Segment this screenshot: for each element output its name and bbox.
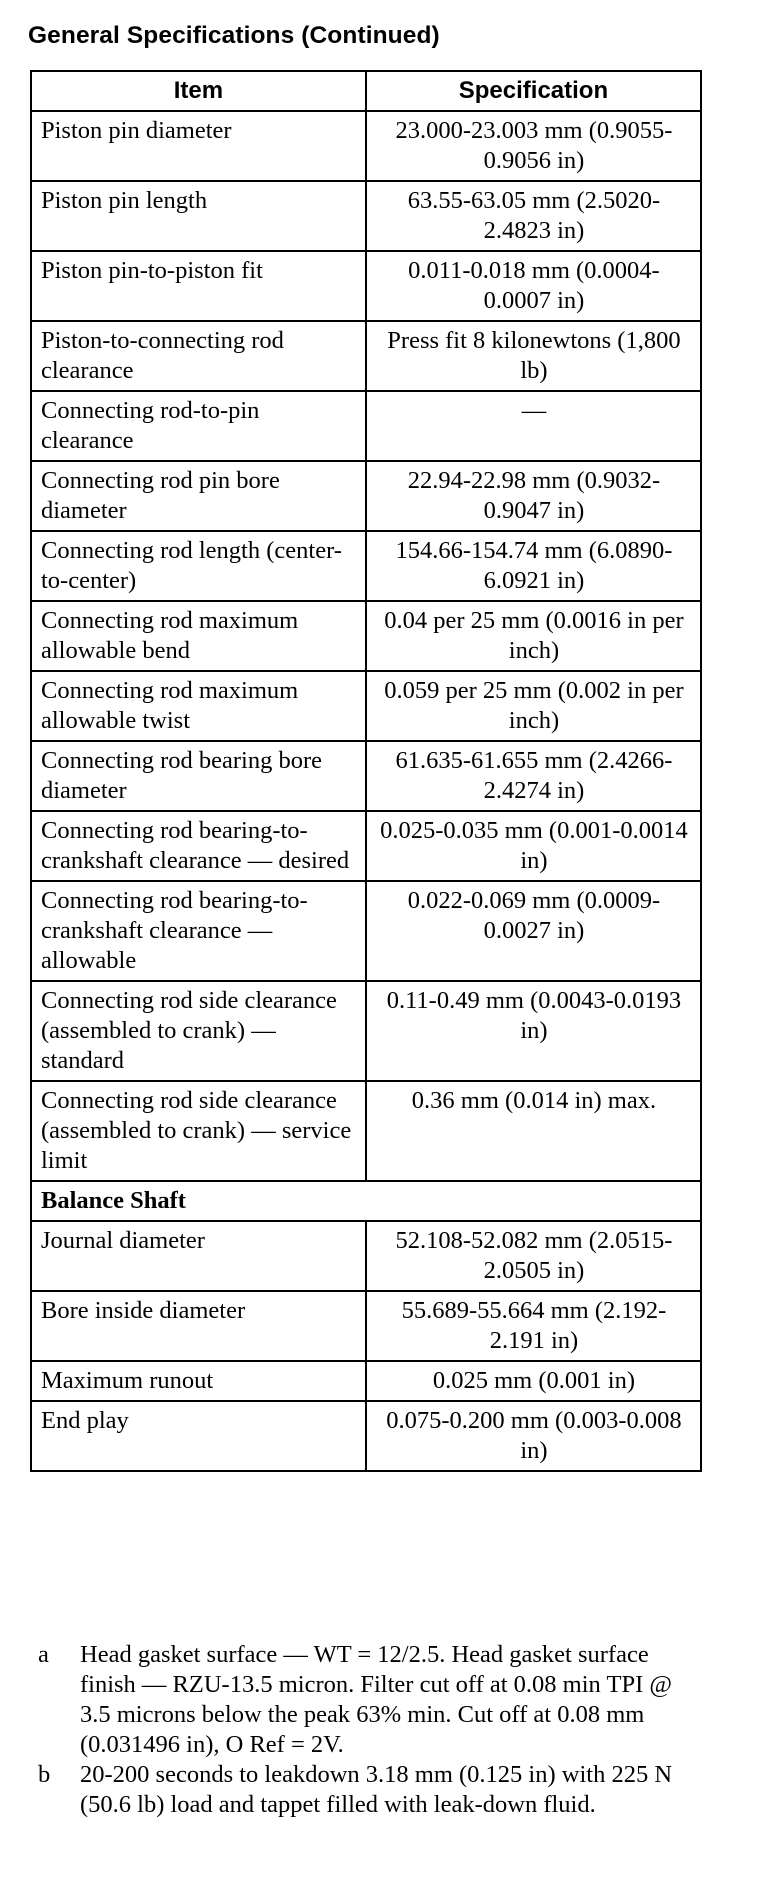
item-cell: Connecting rod maximum allowable twist [31,671,366,741]
spec-table [30,70,702,1472]
specification-cell: 63.55-63.05 mm (2.5020-2.4823 in) [366,181,701,251]
item-cell: Journal diameter [31,1221,366,1291]
item-cell: Connecting rod maximum allowable bend [31,601,366,671]
table-row [31,111,701,181]
specification-cell: 0.36 mm (0.014 in) max. [366,1081,701,1181]
item-cell: Piston-to-connecting rod clearance [31,321,366,391]
specification-cell: 0.11-0.49 mm (0.0043-0.0193 in) [366,981,701,1081]
footnote [38,1760,698,1820]
table-row [31,981,701,1081]
item-cell: Piston pin-to-piston fit [31,251,366,321]
table-row [31,741,701,811]
table-row [31,531,701,601]
table-row [31,811,701,881]
specification-cell: 52.108-52.082 mm (2.0515-2.0505 in) [366,1221,701,1291]
table-row [31,391,701,461]
table-row [31,321,701,391]
specification-cell: — [366,391,701,461]
item-cell: Bore inside diameter [31,1291,366,1361]
item-cell: Piston pin length [31,181,366,251]
specification-cell: 0.025 mm (0.001 in) [366,1361,701,1401]
item-cell: Connecting rod bearing-to-crankshaft clearance — allowable [31,881,366,981]
section-label: Balance Shaft [31,1181,701,1221]
table-row [31,601,701,671]
table-row [31,671,701,741]
specification-cell: 0.059 per 25 mm (0.002 in per inch) [366,671,701,741]
table-row [31,1361,701,1401]
specification-cell: 22.94-22.98 mm (0.9032-0.9047 in) [366,461,701,531]
specification-cell: 61.635-61.655 mm (2.4266-2.4274 in) [366,741,701,811]
specification-cell: 0.075-0.200 mm (0.003-0.008 in) [366,1401,701,1471]
footnote-key: b [38,1761,51,1788]
item-cell: Connecting rod side clearance (assembled to crank) — standard [31,981,366,1081]
footnotes [38,1640,698,1820]
item-cell: Connecting rod pin bore diameter [31,461,366,531]
item-cell: Connecting rod side clearance (assembled to crank) — service limit [31,1081,366,1181]
column-header-item: Item [31,71,366,111]
specification-cell: 0.04 per 25 mm (0.0016 in per inch) [366,601,701,671]
table-row [31,461,701,531]
footnote [38,1640,698,1760]
specification-cell: Press fit 8 kilonewtons (1,800 lb) [366,321,701,391]
item-cell: Connecting rod bearing-to-crankshaft clearance — desired [31,811,366,881]
table-row [31,1081,701,1181]
column-header-specification: Specification [366,71,701,111]
specification-cell: 0.011-0.018 mm (0.0004-0.0007 in) [366,251,701,321]
specification-cell: 55.689-55.664 mm (2.192-2.191 in) [366,1291,701,1361]
item-cell: Connecting rod length (center-to-center) [31,531,366,601]
specification-cell: 154.66-154.74 mm (6.0890-6.0921 in) [366,531,701,601]
footnote-text: 20-200 seconds to leakdown 3.18 mm (0.125 in) with 225 N (50.6 lb) load and tappet filled with leak-down fluid. [80,1761,673,1818]
table-row [31,881,701,981]
table-row [31,251,701,321]
item-cell: Maximum runout [31,1361,366,1401]
table-row [31,1221,701,1291]
page-title: General Specifications (Continued) [28,22,440,49]
footnote-text: Head gasket surface — WT = 12/2.5. Head gasket surface finish — RZU-13.5 micron. Filter cut off at 0.08 min TPI @ 3.5 microns below the peak 63% min. Cut off at 0.08 mm (0.031496 in), O Ref = 2V. [80,1641,672,1758]
specification-cell: 0.025-0.035 mm (0.001-0.0014 in) [366,811,701,881]
item-cell: Piston pin diameter [31,111,366,181]
specification-cell: 0.022-0.069 mm (0.0009-0.0027 in) [366,881,701,981]
table-row [31,1401,701,1471]
item-cell: Connecting rod-to-pin clearance [31,391,366,461]
item-cell: End play [31,1401,366,1471]
table-row [31,1291,701,1361]
footnote-key: a [38,1641,49,1668]
section-row-balance-shaft [31,1181,701,1221]
specification-cell: 23.000-23.003 mm (0.9055-0.9056 in) [366,111,701,181]
table-row [31,181,701,251]
table-header-row [31,71,701,111]
item-cell: Connecting rod bearing bore diameter [31,741,366,811]
